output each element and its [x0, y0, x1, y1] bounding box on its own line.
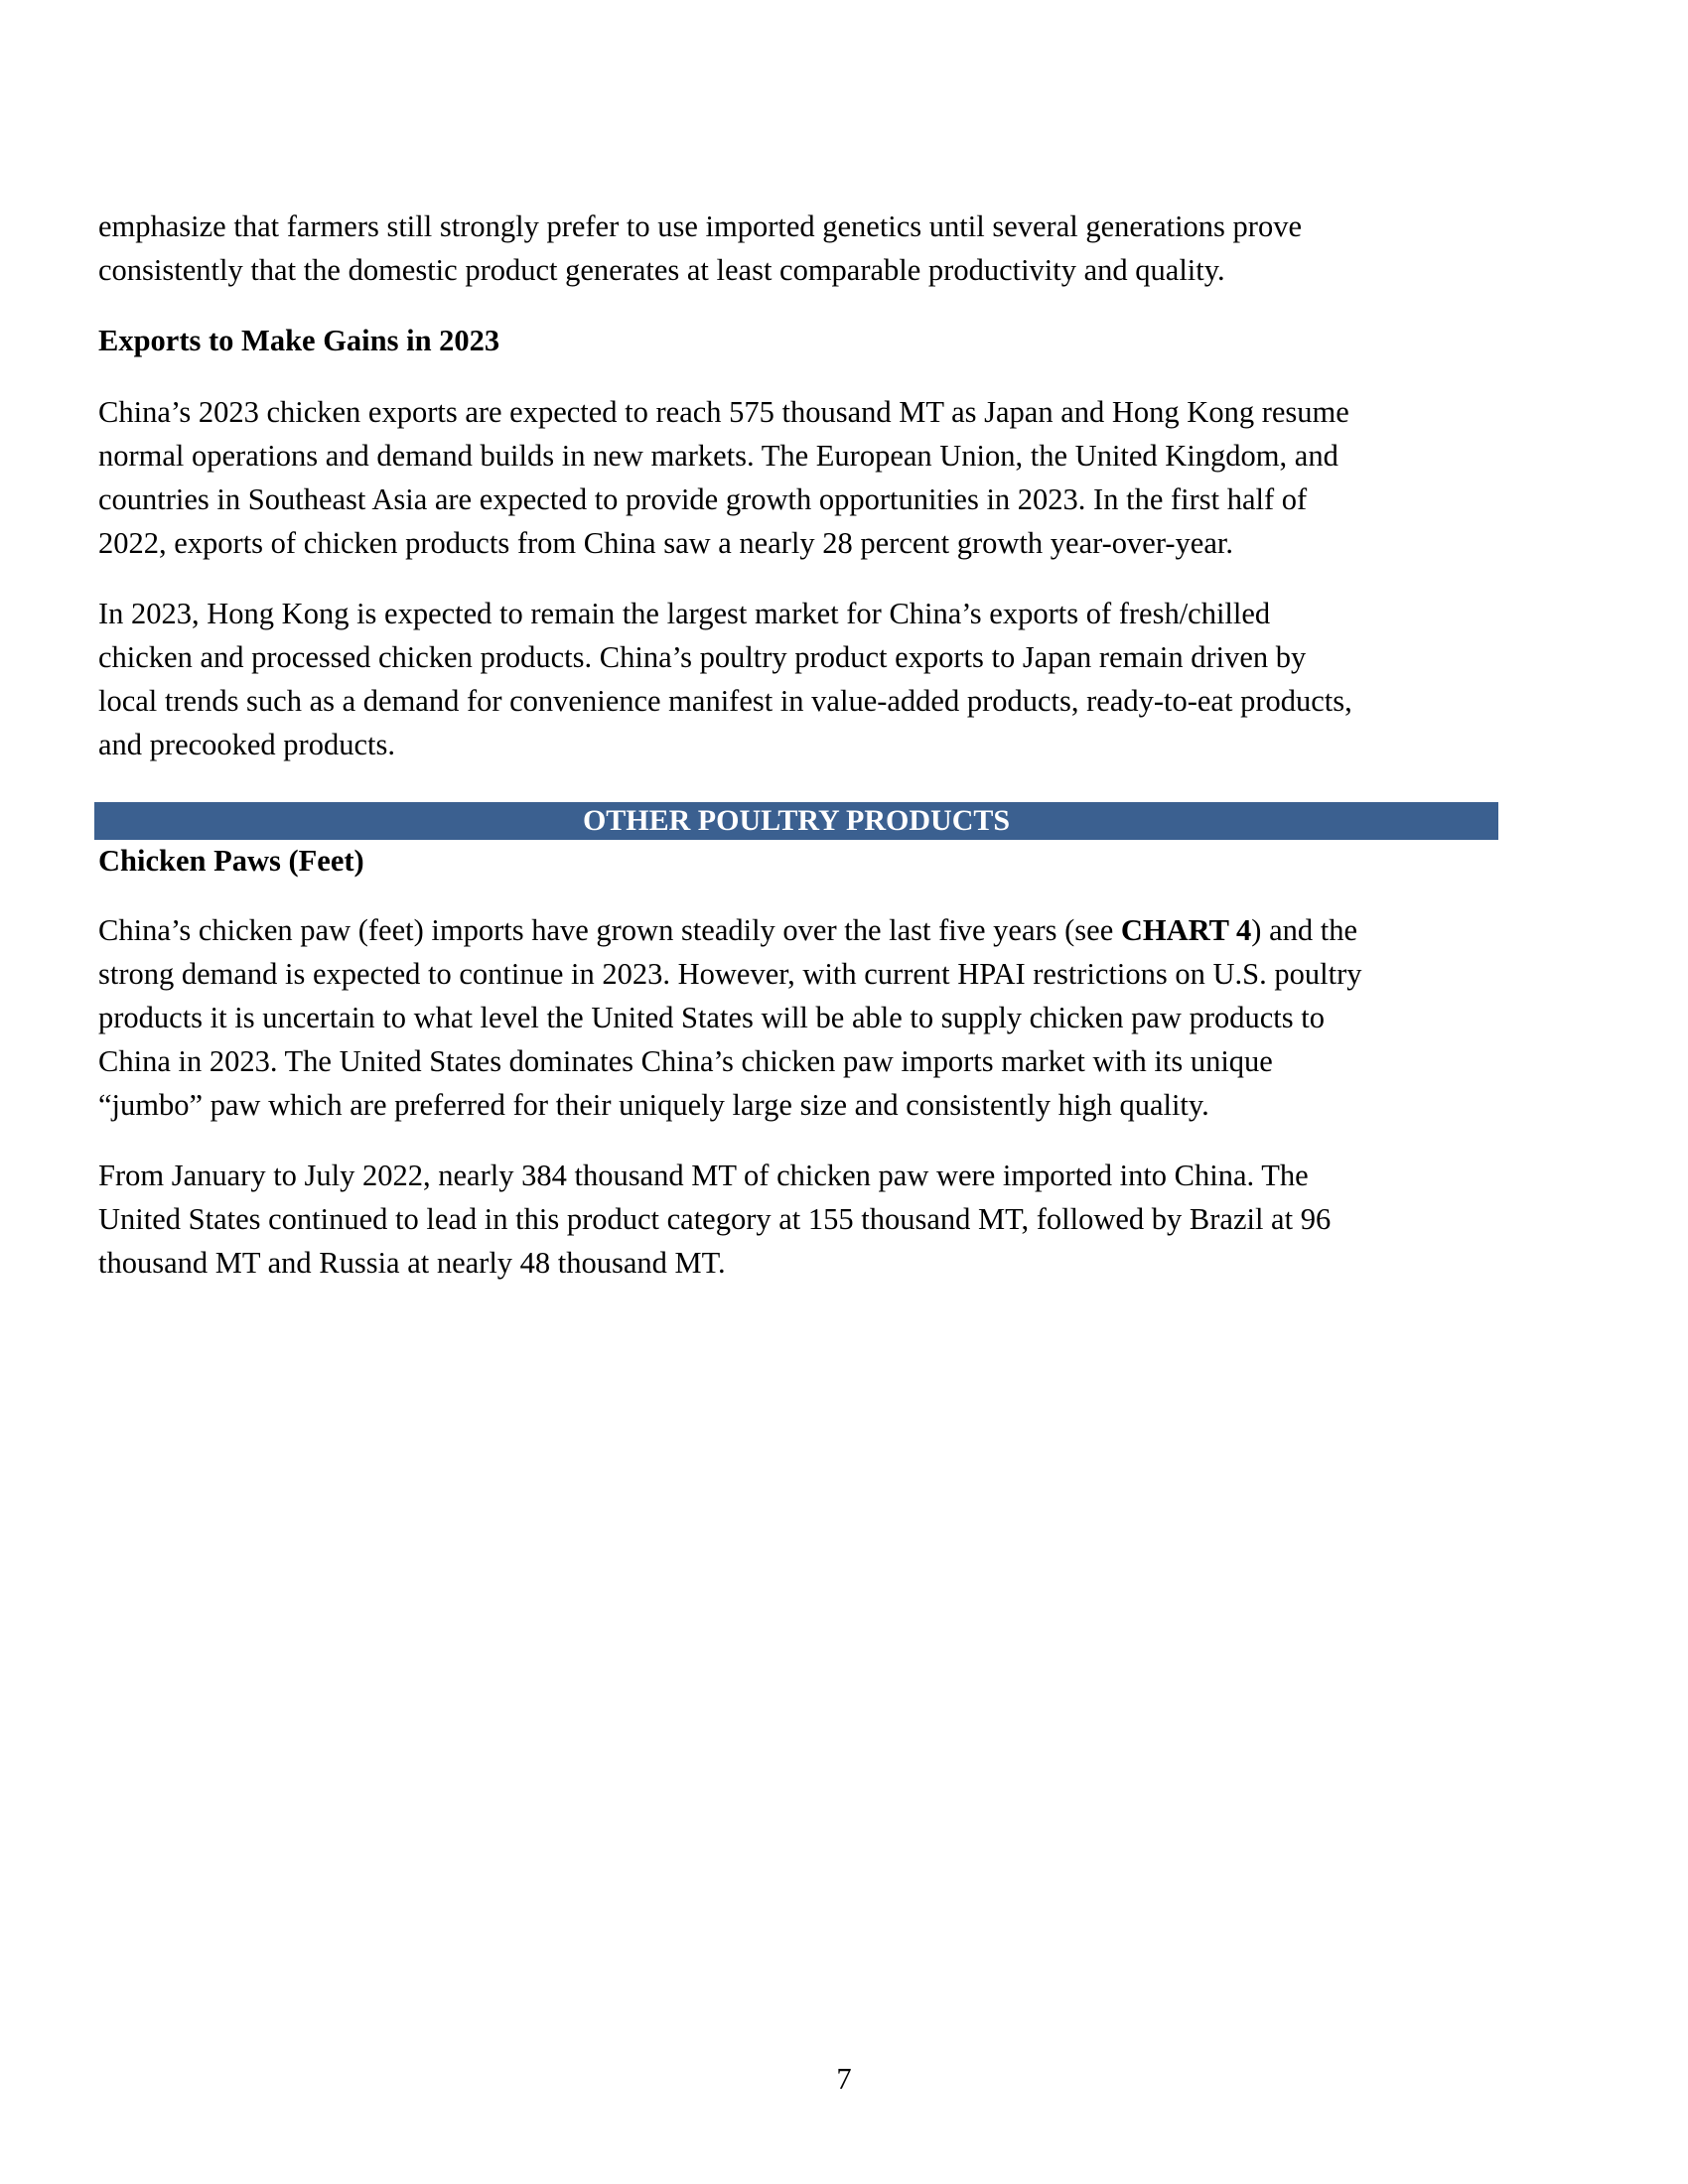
upper-text-block	[98, 205, 1488, 766]
text-line: thousand MT and Russia at nearly 48 thousand MT.	[98, 1246, 726, 1280]
chart-reference: CHART 4	[1120, 913, 1252, 947]
page-number: 7	[836, 2062, 852, 2096]
section-band-other-poultry-products: OTHER POULTRY PRODUCTS	[94, 802, 1498, 840]
text-line: local trends such as a demand for convenience manifest in value-added products, ready-to-eat products,	[98, 684, 1352, 718]
text-line: strong demand is expected to continue in 2023. However, with current HPAI restrictions on U.S. poultry	[98, 957, 1362, 991]
text-line: and precooked products.	[98, 728, 395, 761]
text-line: products it is uncertain to what level the United States will be able to supply chicken paw products to	[98, 1001, 1325, 1034]
text-line: 2022, exports of chicken products from China saw a nearly 28 percent growth year-over-year.	[98, 526, 1233, 560]
text-line: United States continued to lead in this product category at 155 thousand MT, followed by Brazil at 96	[98, 1202, 1332, 1236]
text-segment: China’s chicken paw (feet) imports have grown steadily over the last five years (see	[98, 913, 1121, 947]
exports-heading: Exports to Make Gains in 2023	[98, 324, 500, 357]
text-line: consistently that the domestic product generates at least comparable productivity and quality.	[98, 253, 1225, 287]
text-segment: ) and the	[1251, 913, 1357, 947]
text-line: chicken and processed chicken products. China’s poultry product exports to Japan remain driven by	[98, 640, 1307, 674]
text-line: countries in Southeast Asia are expected to provide growth opportunities in 2023. In the first half of	[98, 482, 1308, 516]
exports-paragraph-2	[98, 592, 1488, 766]
text-line: normal operations and demand builds in new markets. The European Union, the United Kingdom, and	[98, 439, 1338, 473]
exports-paragraph-1	[98, 390, 1488, 565]
paws-heading: Chicken Paws (Feet)	[98, 844, 364, 878]
text-line: China in 2023. The United States dominates China’s chicken paw imports market with its unique	[98, 1044, 1273, 1078]
text-line: China’s 2023 chicken exports are expected to reach 575 thousand MT as Japan and Hong Kong resume	[98, 395, 1349, 429]
paws-paragraph-1	[98, 908, 1498, 1127]
lower-text-block	[98, 839, 1498, 1285]
text-line	[98, 908, 1498, 952]
text-line: From January to July 2022, nearly 384 thousand MT of chicken paw were imported into China. The	[98, 1159, 1309, 1192]
text-line: “jumbo” paw which are preferred for their uniquely large size and consistently high quality.	[98, 1088, 1209, 1122]
paws-paragraph-2	[98, 1154, 1498, 1285]
text-line: In 2023, Hong Kong is expected to remain the largest market for China’s exports of fresh/chilled	[98, 597, 1271, 630]
paragraph-intro	[98, 205, 1488, 292]
text-line: emphasize that farmers still strongly prefer to use imported genetics until several generations prove	[98, 209, 1302, 243]
